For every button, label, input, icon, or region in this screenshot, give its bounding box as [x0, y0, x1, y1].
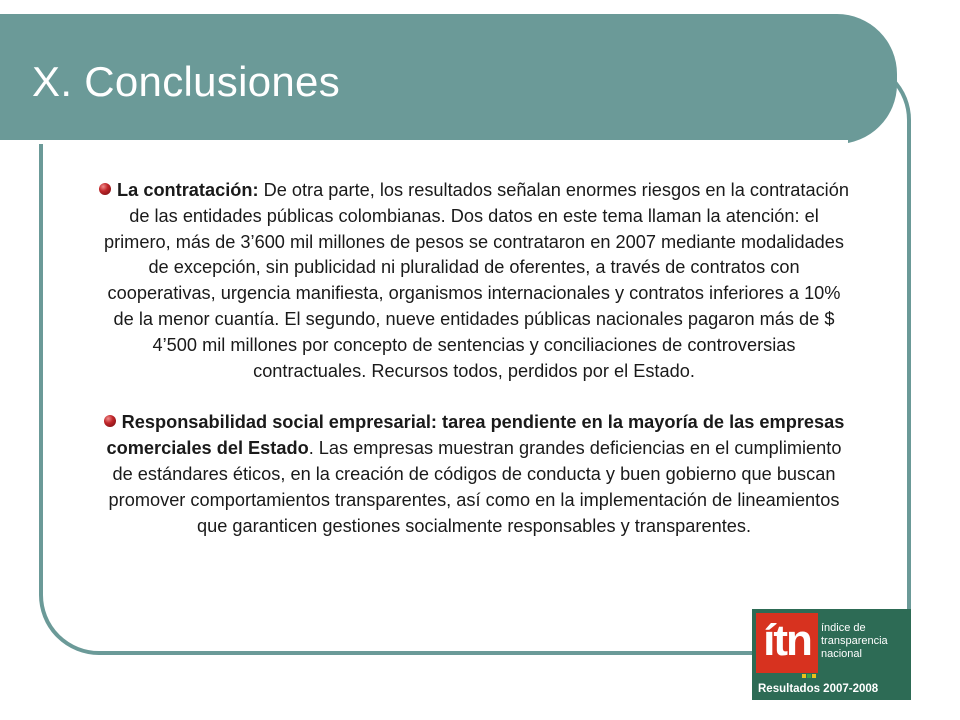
logo-results: Resultados 2007-2008 [758, 683, 879, 695]
logo-line-1: índice de [821, 622, 866, 634]
title-bar [0, 14, 897, 144]
paragraph-responsabilidad [98, 410, 850, 539]
logo-line-3: nacional [821, 648, 862, 660]
logo-dots [802, 665, 817, 683]
paragraph-contratacion [98, 178, 850, 384]
paragraph-heading: Responsabilidad social empresarial: tarea pendiente en la mayoría de las empresas comerciales del Estado [106, 412, 845, 459]
paragraph-text: De otra parte, los resultados señalan enormes riesgos en la contratación de las entidades públicas colombianas. Dos datos en este tema llaman la atención: el primero, más de 3’600 mil millones de pesos se contrataron en 2007 mediante modalidades de excepción, sin publicidad ni pluralidad de oferentes, a través de contratos con cooperativas, urgencia manifiesta, organismos internacionales y contratos inferiores a 10% de la menor cuantía. El segundo, nueve entidades públicas nacionales pagaron más de $ 4’500 mil millones por concepto de sentencias y conciliaciones de controversias contractuales. Recursos todos, perdidos por el Estado. [103, 180, 849, 381]
logo-line-2: transparencia [821, 635, 888, 647]
bullet-icon [99, 183, 111, 195]
paragraph-heading: La contratación: [117, 180, 259, 200]
paragraph-text: . Las empresas muestran grandes deficiencias en el cumplimiento de estándares éticos, en la creación de códigos de conducta y buen gobierno que buscan promover comportamientos transparentes, así como en la implementación de lineamientos que garanticen gestiones socialmente responsables y transparentes. [108, 438, 842, 536]
page-title: X. Conclusiones [32, 58, 340, 105]
bullet-icon [104, 415, 116, 427]
title-underline [0, 140, 848, 144]
logo-text [821, 622, 911, 661]
content-body [98, 178, 850, 565]
logo-mark: ítn [756, 613, 818, 673]
itn-logo [752, 609, 911, 700]
